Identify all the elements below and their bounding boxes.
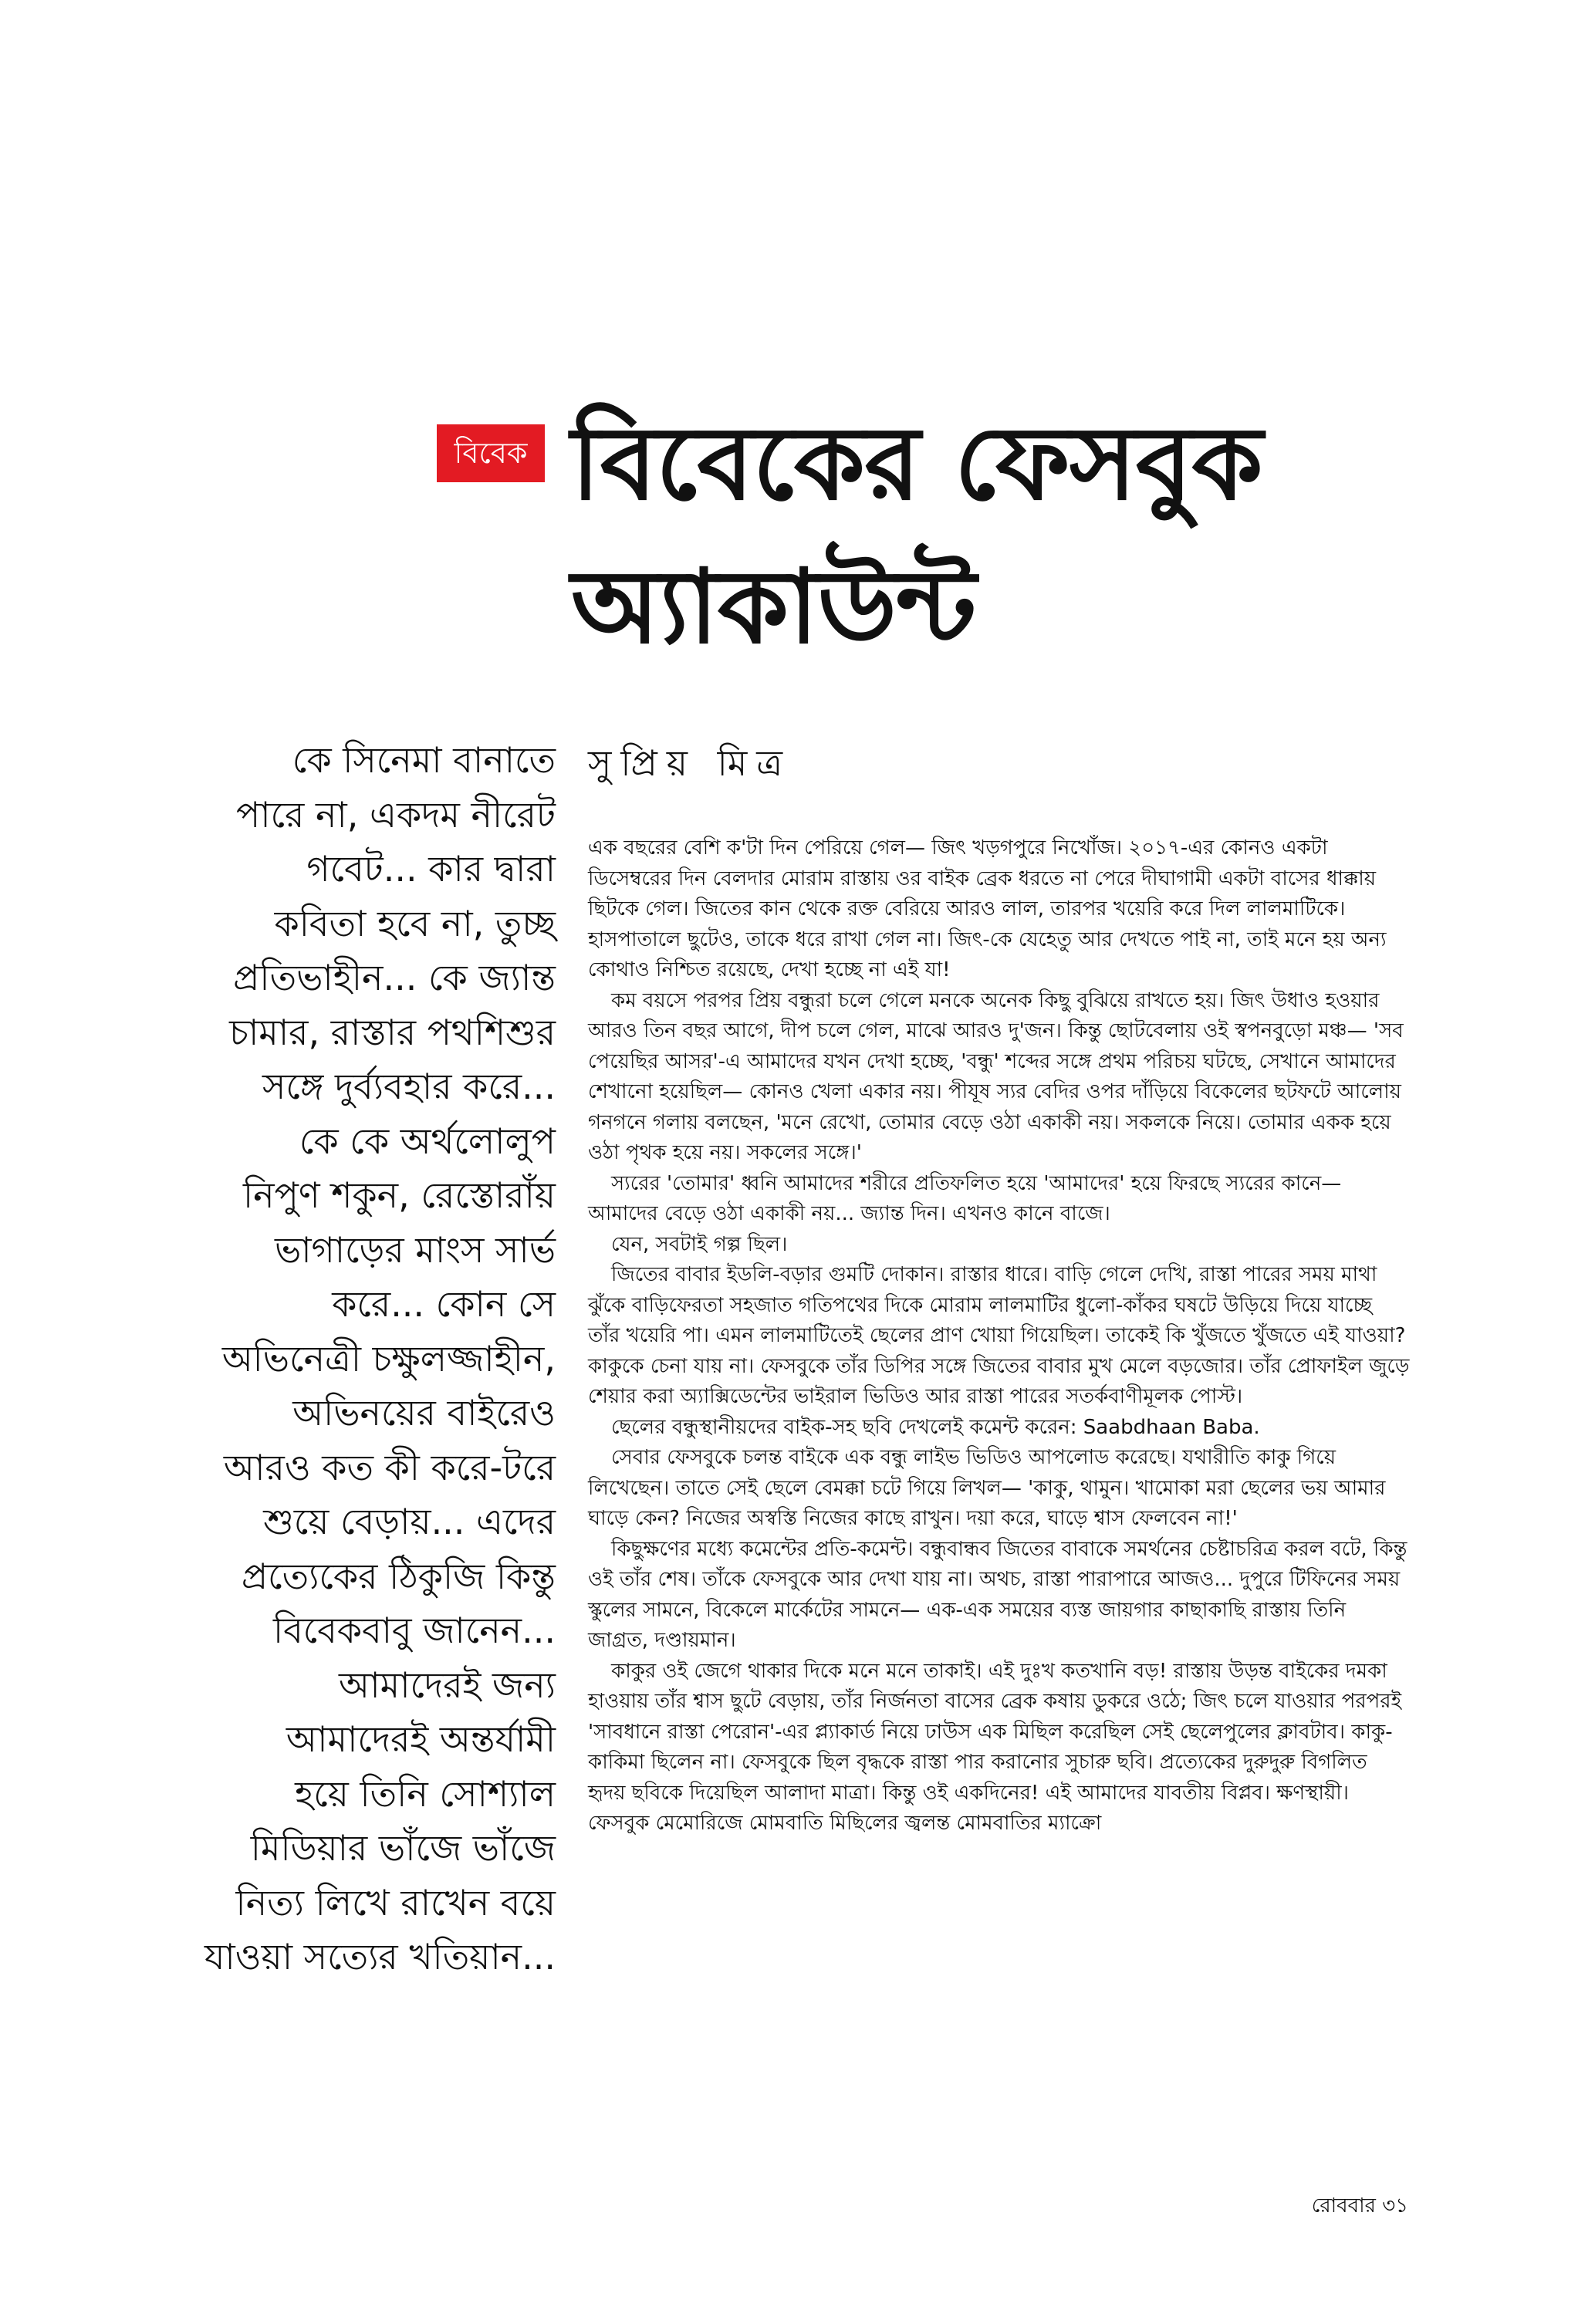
pullquote-line: ভাগাড়ের মাংস সার্ভ (274, 1228, 556, 1271)
pullquote-line: হয়ে তিনি সোশ্যাল (295, 1772, 556, 1815)
pullquote-line: গবেট... কার দ্বারা (306, 848, 556, 890)
article-paragraph: এক বছরের বেশি ক'টা দিন পেরিয়ে গেল— জিৎ খড়গপুরে নিখোঁজ। ২০১৭-এর কোনও একটা ডিসেম্বরের দিন বেলদার মোরাম রাস্তায় ওর বাইক ব্রেক ধরতে না পেরে দীঘাগামী একটা বাসের ধাক্কায় ছিটকে গেল। জিতের কান থেকে রক্ত বেরিয়ে আরও লাল, তারপর খয়েরি করে দিল লালমাটিকে। হাসপাতালে ছুটেও, তাকে ধরে রাখা গেল না। জিৎ-কে যেহেতু আর দেখতে পাই না, তাই মনে হয় অন্য কোথাও নিশ্চিত রয়েছে, দেখা হচ্ছে না এই যা! (588, 836, 1387, 981)
pullquote-line: নিত্য লিখে রাখেন বয়ে (235, 1881, 556, 1924)
pullquote-line: পারে না, একদম নীরেট (236, 793, 556, 836)
section-tag: বিবেক (437, 424, 545, 482)
page-footer: রোববার ৩১ (1311, 2194, 1408, 2218)
pullquote-line: অভিনয়ের বাইরেও (292, 1392, 556, 1434)
pullquote-line: অভিনেত্রী চক্ষুলজ্জাহীন, (221, 1337, 556, 1380)
article-paragraph: কাকুর ওই জেগে থাকার দিকে মনে মনে তাকাই। এই দুঃখ কতখানি বড়! রাস্তায় উড়ন্ত বাইকের দমকা হাওয়ায় তাঁর শ্বাস ছুটে বেড়ায়, তাঁর নির্জনতা বাসের ব্রেক কষায় ডুকরে ওঠে; জিৎ চলে যাওয়ার পরপরই 'সাবধানে রাস্তা পেরোন'-এর প্ল্যাকার্ড নিয়ে ঢাউস এক মিছিল করেছিল সেই ছেলেপুলের ক্লাবটাব। কাকু-কাকিমা ছিলেন না। ফেসবুকে ছিল বৃদ্ধকে রাস্তা পার করানোর সুচারু ছবি। প্রত্যেকের দুরুদুরু বিগলিত হৃদয় ছবিকে দিয়েছিল আলাদা মাত্রা। কিন্তু ওই একদিনের! এই আমাদের যাবতীয় বিপ্লব। ক্ষণস্থায়ী। ফেসবুক মেমোরিজে মোমবাতি মিছিলের জ্বলন্ত মোমবাতির ম্যাক্রো (588, 1659, 1402, 1835)
pullquote-line: যাওয়া সত্যের খতিয়ান... (204, 1936, 556, 1978)
pullquote-line: বিবেকবাবু জানেন... (273, 1610, 556, 1651)
pullquote-line: কে সিনেমা বানাতে (292, 739, 556, 781)
byline: সুপ্রিয় মিত্র (588, 742, 792, 784)
article-paragraph: সেবার ফেসবুকে চলন্ত বাইকে এক বন্ধু লাইভ ভিডিও আপলোড করেছে। যথারীতি কাকু গিয়ে লিখেছেন। তাতে সেই ছেলে বেমক্কা চটে গিয়ে লিখল— 'কাকু, থামুন। খামোকা মরা ছেলের ভয় আমার ঘাড়ে কেন? নিজের অস্বস্তি নিজের কাছে রাখুন। দয়া করে, ঘাড়ে শ্বাস ফেলবেন না!' (588, 1446, 1386, 1530)
pullquote-line: কবিতা হবে না, তুচ্ছ (274, 902, 556, 944)
pullquote-line: মিডিয়ার ভাঁজে ভাঁজে (250, 1827, 556, 1869)
article-paragraph: ছেলের বন্ধুস্থানীয়দের বাইক-সহ ছবি দেখলেই কমেন্ট করেন: Saabdhaan Baba. (611, 1415, 1260, 1439)
article-paragraph: জিতের বাবার ইডলি-বড়ার গুমটি দোকান। রাস্তার ধারে। বাড়ি গেলে দেখি, রাস্তা পারের সময় মাথা ঝুঁকে বাড়িফেরতা সহজাত গতিপথের দিকে মোরাম লালমাটির ধুলো-কাঁকর ঘষটে উড়িয়ে দিয়ে যাচ্ছে তাঁর খয়েরি পা। এমন লালমাটিতেই ছেলের প্রাণ খোয়া গিয়েছিল। তাকেই কি খুঁজতে খুঁজতে এই যাওয়া? কাকুকে চেনা যায় না। ফেসবুকে তাঁর ডিপির সঙ্গে জিতের বাবার মুখ মেলে বড়জোর। তাঁর প্রোফাইল জুড়ে শেয়ার করা অ্যাক্সিডেন্টের ভাইরাল ভিডিও আর রাস্তা পারের সতর্কবাণীমূলক পোস্ট। (588, 1263, 1410, 1408)
pullquote-line: কে কে অর্থলোলুপ (299, 1120, 556, 1162)
pullquote-line: চামার, রাস্তার পথশিশুর (229, 1011, 556, 1053)
article-paragraph: স্যরের 'তোমার' ধ্বনি আমাদের শরীরে প্রতিফলিত হয়ে 'আমাদের' হয়ে ফিরছে স্যরের কানে— আমাদের বেড়ে ওঠা একাকী নয়... জ্যান্ত দিন। এখনও কানে বাজে। (588, 1171, 1342, 1225)
pullquote-line: করে... কোন সে (332, 1283, 556, 1325)
headline (571, 392, 1512, 679)
pullquote (135, 733, 556, 1985)
pullquote-line: শুয়ে বেড়ায়... এদের (263, 1501, 556, 1542)
headline-line-1: বিবেকের ফেসবুক (571, 404, 1262, 523)
pullquote-line: আমাদেরই জন্য (339, 1664, 556, 1706)
pullquote-line: প্রত্যেকের ঠিকুজি কিন্তু (241, 1555, 556, 1597)
pullquote-line: আরও কত কী করে-টরে (223, 1446, 556, 1488)
article-paragraph: কিছুক্ষণের মধ্যে কমেন্টের প্রতি-কমেন্ট। বন্ধুবান্ধব জিতের বাবাকে সমর্থনের চেষ্টাচরিত্র করল বটে, কিন্তু ওই তাঁর শেষ। তাঁকে ফেসবুকে আর দেখা যায় না। অথচ, রাস্তা পারাপারে আজও... দুপুরে টিফিনের সময় স্কুলের সামনে, বিকেলে মার্কেটের সামনে— এক-এক সময়ের ব্যস্ত জায়গার কাছাকাছি রাস্তায় তিনি জাগ্রত, দণ্ডায়মান। (588, 1537, 1407, 1652)
pullquote-line: প্রতিভাহীন... কে জ্যান্ত (233, 957, 556, 998)
pullquote-line: নিপুণ শকুন, রেস্তোরাঁয় (243, 1174, 556, 1216)
article-body (588, 833, 1410, 1839)
headline-line-2: অ্যাকাউন্ট (571, 548, 976, 667)
pullquote-line: আমাদেরই অন্তর্যামী (286, 1718, 556, 1760)
article-paragraph: যেন, সবটাই গল্প ছিল। (611, 1232, 788, 1256)
article-paragraph: কম বয়সে পরপর প্রিয় বন্ধুরা চলে গেলে মনকে অনেক কিছু বুঝিয়ে রাখতে হয়। জিৎ উধাও হওয়ার আরও তিন বছর আগে, দীপ চলে গেল, মাঝে আরও দু'জন। কিন্তু ছোটবেলায় ওই স্বপনবুড়ো মঞ্চ— 'সব পেয়েছির আসর'-এ আমাদের যখন দেখা হচ্ছে, 'বন্ধু' শব্দের সঙ্গে প্রথম পরিচয় ঘটছে, সেখানে আমাদের শেখানো হয়েছিল— কোনও খেলা একার নয়। পীযূষ স্যর বেদির ওপর দাঁড়িয়ে বিকেলের ছটফটে আলোয় গনগনে গলায় বলছেন, 'মনে রেখো, তোমার বেড়ে ওঠা একাকী নয়। সকলকে নিয়ে। তোমার একক হয়ে ওঠা পৃথক হয়ে নয়। সকলের সঙ্গে।' (588, 988, 1404, 1164)
pullquote-line: সঙ্গে দুর্ব্যবহার করে... (262, 1066, 556, 1107)
